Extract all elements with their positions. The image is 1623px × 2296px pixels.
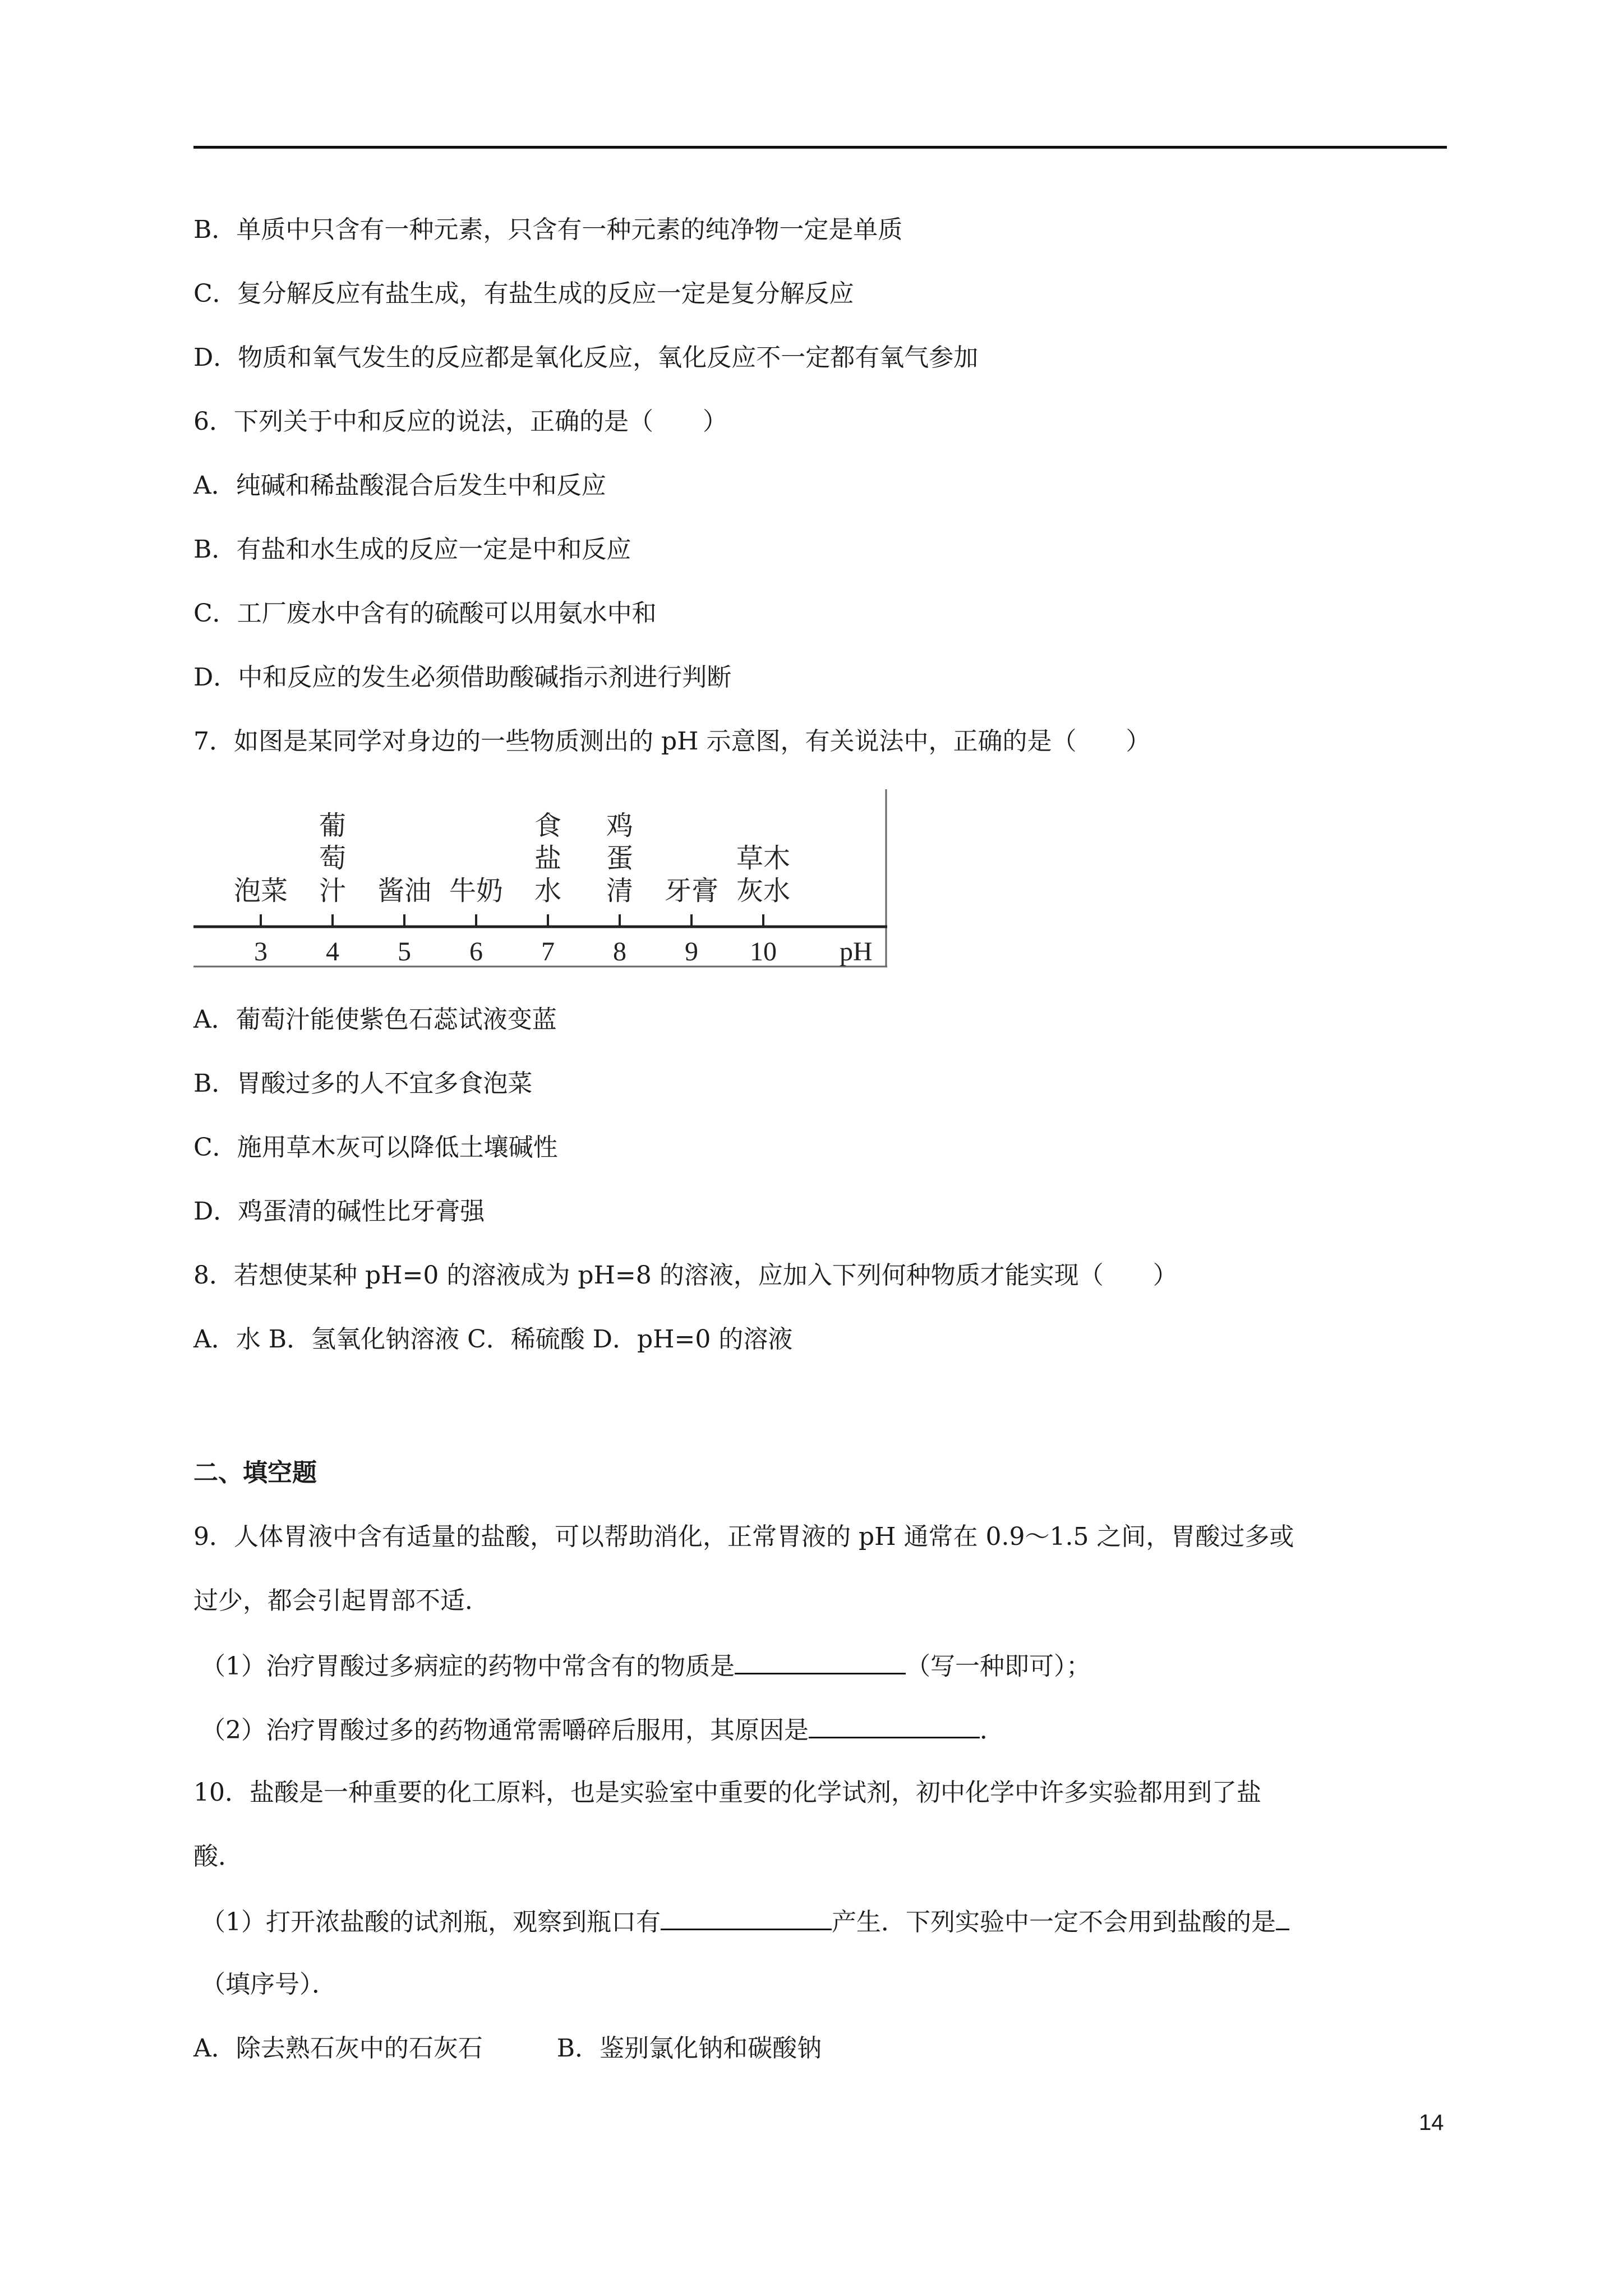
question-6: 6．下列关于中和反应的说法，正确的是（ ） bbox=[193, 407, 727, 436]
question-9-line2: 过少，都会引起胃部不适． bbox=[193, 1586, 490, 1615]
options-8: A．水 B．氢氧化钠溶液 C．稀硫酸 D．pH=0 的溶液 bbox=[193, 1325, 793, 1354]
question-9-line1: 9．人体胃液中含有适量的盐酸，可以帮助消化，正常胃液的 pH 通常在 0.9～1.5 之间，胃酸过多或 bbox=[193, 1522, 1294, 1551]
substance-label-line: 水 bbox=[534, 875, 562, 907]
q9-part2-suffix: ． bbox=[980, 1716, 1004, 1745]
option-7a: A．葡萄汁能使紫色石蕊试液变蓝 bbox=[193, 1005, 557, 1034]
q9-part2-blank[interactable] bbox=[809, 1712, 980, 1738]
substance-label-line: 牛奶 bbox=[449, 875, 504, 907]
options-10: A．除去熟石灰中的石灰石 B．鉴别氯化钠和碳酸钠 bbox=[193, 2034, 822, 2063]
substance-label-line: 萄 bbox=[319, 843, 347, 874]
ph-tick-label: 9 bbox=[685, 937, 698, 967]
question-10-part1-line2: （填序号）． bbox=[201, 1970, 336, 1999]
substance-label bbox=[319, 810, 346, 907]
ph-tick-label: 4 bbox=[326, 937, 339, 967]
substance-label-line: 酱油 bbox=[377, 875, 432, 907]
substance-label-line: 盐 bbox=[534, 843, 562, 874]
ph-tick-label: 3 bbox=[254, 937, 268, 967]
ph-tick-label: 10 bbox=[750, 937, 777, 967]
substance-label bbox=[234, 875, 288, 907]
q9-part1-suffix: （写一种即可）； bbox=[906, 1652, 1091, 1681]
question-9-part2 bbox=[201, 1712, 1004, 1747]
substance-label bbox=[377, 875, 431, 907]
question-8: 8．若想使某种 pH=0 的溶液成为 pH=8 的溶液，应加入下列何种物质才能实现（ ） bbox=[193, 1261, 1178, 1290]
substance-label-line: 灰水 bbox=[736, 875, 791, 907]
header-rule bbox=[193, 146, 1447, 149]
option-5c: C．复分解反应有盐生成，有盐生成的反应一定是复分解反应 bbox=[193, 279, 854, 308]
q9-part1-prefix: （1）治疗胃酸过多病症的药物中常含有的物质是 bbox=[201, 1652, 735, 1681]
substance-label-line: 鸡 bbox=[606, 810, 634, 841]
ph-scale-figure bbox=[193, 788, 889, 976]
substance-label bbox=[665, 875, 718, 907]
option-6c: C．工厂废水中含有的硫酸可以用氨水中和 bbox=[193, 599, 657, 628]
q10-part1-blank[interactable] bbox=[661, 1904, 832, 1930]
substance-label bbox=[736, 843, 790, 907]
q10-part1-prefix: （1）打开浓盐酸的试剂瓶，观察到瓶口有 bbox=[201, 1908, 661, 1936]
question-10-part1 bbox=[201, 1904, 1289, 1939]
ph-tick-label: 7 bbox=[541, 937, 555, 967]
option-7d: D．鸡蛋清的碱性比牙膏强 bbox=[193, 1197, 485, 1226]
substance-label-line: 牙膏 bbox=[664, 875, 719, 907]
question-9-part1 bbox=[201, 1648, 1091, 1683]
option-5d: D．物质和氧气发生的反应都是氧化反应，氧化反应不一定都有氧气参加 bbox=[193, 343, 979, 372]
q10-part1-blank-2[interactable] bbox=[1276, 1904, 1289, 1930]
question-7: 7．如图是某同学对身边的一些物质测出的 pH 示意图，有关说法中，正确的是（ ） bbox=[193, 727, 1151, 756]
substance-label-line: 草木 bbox=[736, 843, 791, 874]
ph-tick-label: 8 bbox=[613, 937, 626, 967]
question-10-line2: 酸． bbox=[193, 1842, 243, 1871]
ph-axis-label: pH bbox=[840, 937, 873, 967]
option-5b: B．单质中只含有一种元素，只含有一种元素的纯净物一定是单质 bbox=[193, 215, 903, 244]
substance-label bbox=[606, 810, 633, 907]
substance-label bbox=[449, 875, 503, 907]
q9-part2-prefix: （2）治疗胃酸过多的药物通常需嚼碎后服用，其原因是 bbox=[201, 1716, 809, 1745]
question-10-line1: 10．盐酸是一种重要的化工原料，也是实验室中重要的化学试剂，初中化学中许多实验都用到了盐 bbox=[193, 1778, 1261, 1807]
substance-label-line: 清 bbox=[606, 875, 634, 907]
option-7b: B．胃酸过多的人不宜多食泡菜 bbox=[193, 1069, 533, 1098]
substance-label-line: 蛋 bbox=[606, 843, 634, 874]
ph-scale-svg bbox=[193, 788, 889, 976]
substance-label-line: 葡 bbox=[319, 810, 347, 841]
section-heading-fill-in: 二、填空题 bbox=[193, 1458, 317, 1487]
q9-part1-blank[interactable] bbox=[735, 1648, 906, 1674]
substance-label-line: 食 bbox=[534, 810, 562, 841]
substance-label-line: 汁 bbox=[319, 875, 347, 907]
substance-label-line: 泡菜 bbox=[233, 875, 288, 907]
option-6b: B．有盐和水生成的反应一定是中和反应 bbox=[193, 535, 631, 564]
option-6a: A．纯碱和稀盐酸混合后发生中和反应 bbox=[193, 471, 606, 500]
substance-label bbox=[534, 810, 561, 907]
page-number: 14 bbox=[1419, 2110, 1444, 2135]
option-7c: C．施用草木灰可以降低土壤碱性 bbox=[193, 1133, 558, 1162]
ph-tick-label: 6 bbox=[469, 937, 483, 967]
ph-tick-label: 5 bbox=[398, 937, 411, 967]
option-6d: D．中和反应的发生必须借助酸碱指示剂进行判断 bbox=[193, 663, 732, 692]
q10-part1-suffix: 产生．下列实验中一定不会用到盐酸的是 bbox=[832, 1908, 1276, 1936]
